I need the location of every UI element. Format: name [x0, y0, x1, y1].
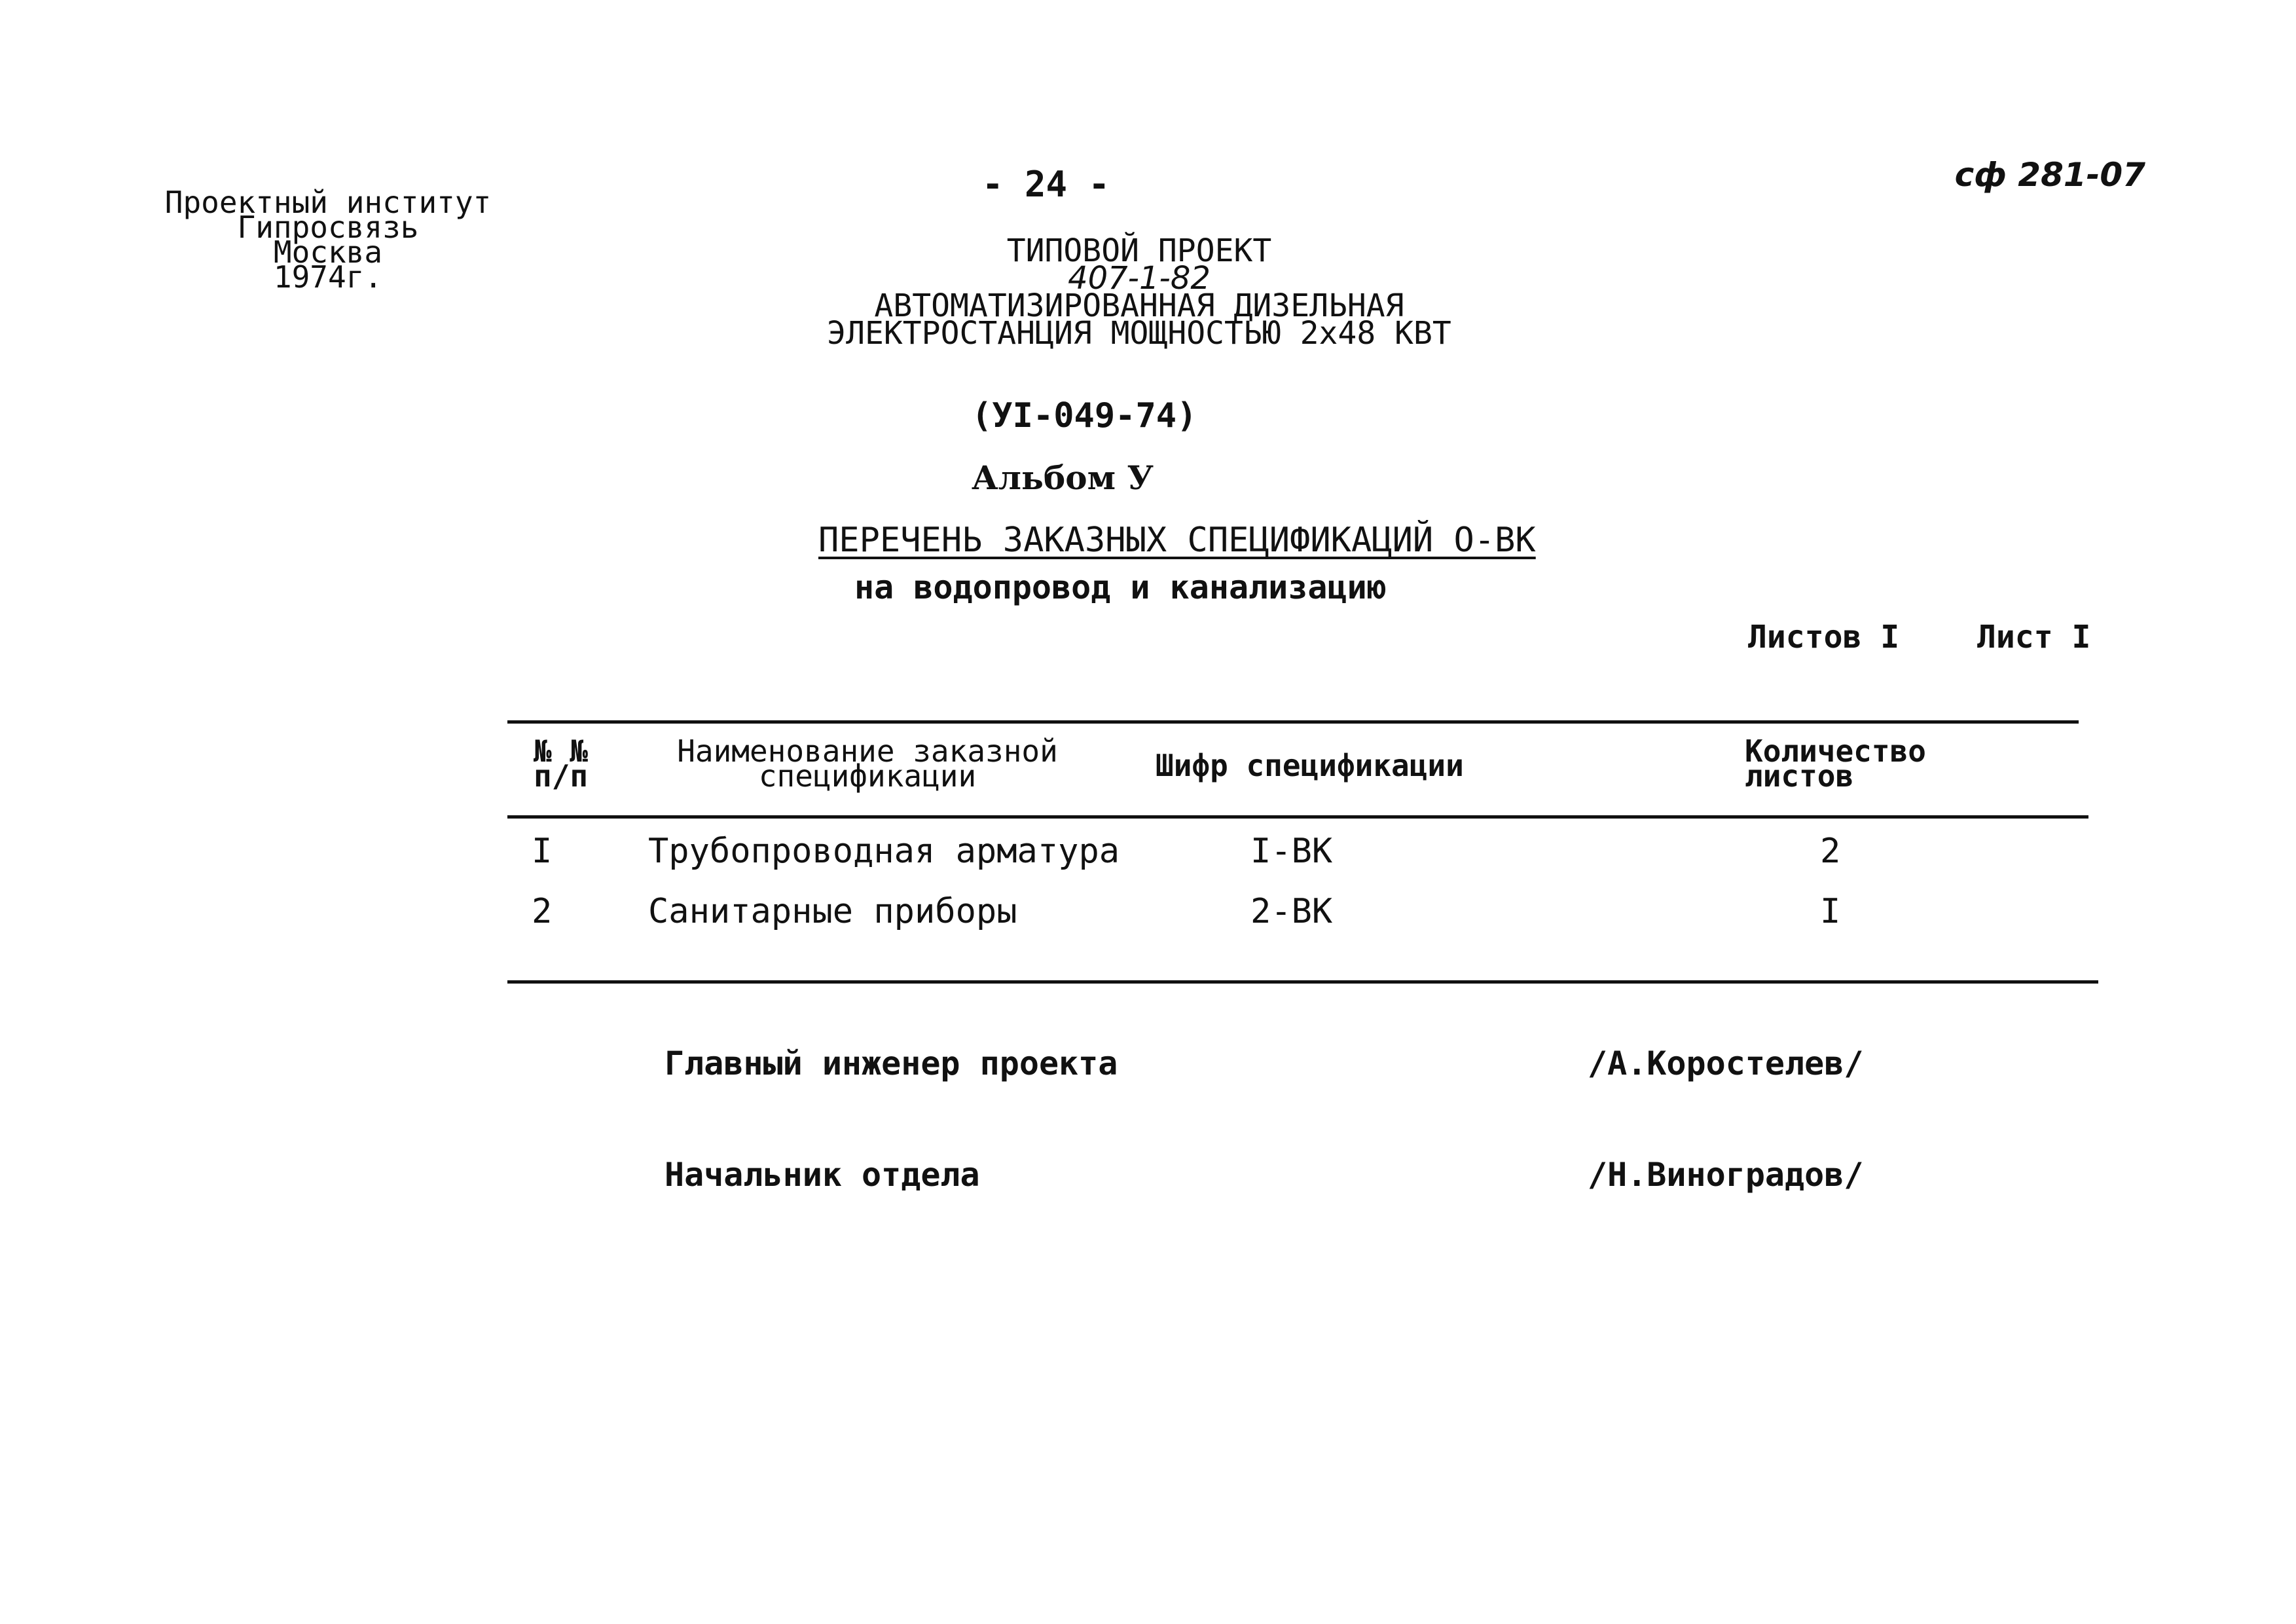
- row-1-quantity: 2: [1820, 832, 1841, 871]
- row-2-code: 2-ВК: [1250, 892, 1333, 931]
- title-line-3: ЭЛЕКТРОСТАНЦИЯ МОЩНОСТЬЮ 2х48 КВТ: [827, 315, 1451, 352]
- title-line-1: ТИПОВОЙ ПРОЕКТ: [1006, 232, 1272, 269]
- row-1-code: I-ВК: [1250, 832, 1333, 871]
- organization-subname: Гипросвязь: [237, 210, 419, 245]
- header-quantity: [1745, 733, 1926, 794]
- row-1-name: Трубопроводная арматура: [648, 832, 1120, 871]
- table-header-rule: [507, 815, 2088, 819]
- header-code: Шифр спецификации: [1156, 748, 1464, 783]
- row-2-quantity: I: [1820, 892, 1841, 931]
- list-subtitle: на водопровод и канализацию: [854, 568, 1387, 606]
- organization-year: 1974г.: [273, 259, 383, 295]
- header-number-line-2: п/п: [534, 758, 589, 794]
- signature-name-chief-engineer: /А.Коростелев/: [1588, 1044, 1864, 1082]
- signature-name-department-head: /Н.Виноградов/: [1588, 1156, 1864, 1194]
- header-number-line-1: № №: [534, 733, 589, 769]
- title-block: [812, 232, 1467, 352]
- project-code: (УI-049-74): [972, 396, 1197, 435]
- organization-block: [155, 185, 501, 295]
- header-number: [534, 733, 589, 794]
- list-title: ПЕРЕЧЕНЬ ЗАКАЗНЫХ СПЕЦИФИКАЦИЙ О-ВК: [818, 521, 1536, 560]
- page-number: - 24 -: [982, 164, 1110, 205]
- album-label: Альбом У: [972, 458, 1154, 497]
- header-name: [665, 733, 1070, 794]
- header-quantity-line-2: листов: [1745, 758, 1854, 794]
- row-2-name: Санитарные приборы: [648, 892, 1017, 931]
- table-bottom-rule: [507, 980, 2098, 984]
- signature-role-chief-engineer: Главный инженер проекта: [665, 1044, 1118, 1082]
- row-2-number: 2: [532, 892, 553, 931]
- sheet-current: Лист I: [1977, 619, 2091, 655]
- row-1-number: I: [532, 832, 553, 871]
- document-mark: сф 281-07: [1954, 156, 2145, 194]
- project-number: 407-1-82: [1068, 260, 1211, 297]
- header-name-line-1: Наименование заказной: [677, 733, 1058, 769]
- header-quantity-line-1: Количество: [1745, 733, 1926, 769]
- header-name-line-2: спецификации: [758, 758, 977, 794]
- sheets-total: Листов I: [1748, 619, 1900, 655]
- organization-city: Москва: [273, 234, 383, 270]
- organization-name: Проектный институт: [164, 185, 492, 220]
- title-line-2: АВТОМАТИЗИРОВАННАЯ ДИЗЕЛЬНАЯ: [874, 287, 1404, 324]
- table-top-rule: [507, 720, 2079, 724]
- signature-role-department-head: Начальник отдела: [665, 1156, 980, 1194]
